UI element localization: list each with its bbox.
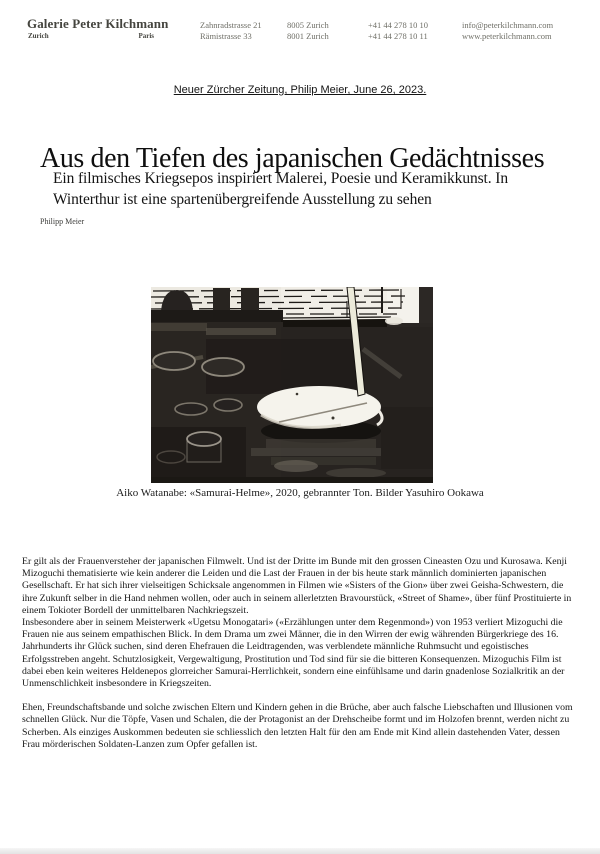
artwork-caption: Aiko Watanabe: «Samurai-Helme», 2020, gebrannter Ton. Bilder Yasuhiro Ookawa — [116, 487, 484, 499]
body-paragraph-1: Er gilt als der Frauenversteher der japanischen Filmwelt. Und ist der Dritte im Bunde mit den grossen Cineasten Ozu und Kurosawa. Kenji Mizoguchi thematisierte wie kein anderer die Leiden und die Last der Frauen in der bis heute stark männlich dominierten japanischen Gesellschaft. Er hat sich ihrer vielseitigen Schicksale angenommen in Filmen wie «Sisters of the Gion» über zwei Geisha-Schwestern, die ihre Zukunft selber in die Hand nehmen wollen, oder auch in seinem allerletzten Bravourstück, «Street of Shame», über fünf Prostituierte in einem Tokioter Bordell der unmittelbaren Nachkriegszeit. — [22, 556, 572, 616]
email-link[interactable]: info@peterkilchmann.com — [462, 20, 554, 30]
article-subtitle: Ein filmisches Kriegsepos inspiriert Malerei, Poesie und Keramikkunst. In Winterthur ist eine spartenübergreifende Ausstellung zu sehen — [53, 170, 509, 208]
header-phone — [368, 20, 428, 41]
gallery-name: Galerie Peter Kilchmann — [27, 16, 169, 31]
page-bottom-edge — [0, 848, 600, 854]
article-byline: Philipp Meier — [40, 217, 85, 226]
street-line-1: Zahnradstrasse 21 — [200, 20, 262, 30]
gallery-cities — [28, 32, 154, 40]
press-source-line — [0, 84, 600, 96]
body-paragraph-3: Ehen, Freundschaftsbande und solche zwischen Eltern und Kindern gehen in die Brüche, aber auch falsche Liebschaften und Illusionen vom schnellen Glück. Nur die Töpfe, Vasen und Schalen, die der Protagonist an der Drehscheibe formt und im Holzofen brennt, werden nicht zu Scherben. Als einziges Auskommen bedeuten sie schliesslich den letzten Halt für den am Ende mit Kind allein dastehenden Vater, dessen Frau mörderischen Soldaten-Lanzen zum Opfer gefallen ist. — [22, 702, 573, 750]
phone-line-2: +41 44 278 10 11 — [368, 30, 428, 41]
header-address-zip — [287, 20, 329, 41]
artwork-painting-svg — [151, 287, 433, 483]
zip-line-2: 8001 Zurich — [287, 30, 329, 41]
header-address-street — [200, 20, 262, 41]
press-source-link[interactable]: Neuer Zürcher Zeitung, Philip Meier, June 26, 2023. — [173, 84, 427, 96]
article-title: Aus den Tiefen des japanischen Gedächtnisses — [40, 142, 545, 174]
gallery-city-zurich: Zurich — [28, 32, 49, 40]
street-line-2: Rämistrasse 33 — [200, 30, 252, 41]
website-link[interactable]: www.peterkilchmann.com — [462, 30, 552, 41]
article-body — [22, 556, 579, 751]
artwork-image — [151, 287, 433, 483]
gallery-city-paris: Paris — [138, 32, 154, 40]
zip-line-1: 8005 Zurich — [287, 20, 329, 30]
body-paragraph-2: Insbesondere aber in seinem Meisterwerk «Ugetsu Monogatari» («Erzählungen unter dem Regenmond») von 1953 verliert Mizoguchi die Frauen nie aus seinem empathischen Blick. In dem Drama um zwei Männer, die in den Wirren der ewig währenden Bürgerkriege des 16. Jahrhunderts ihr Glück suchen, sind deren Ehefrauen die Leidtragenden, was verblendete männliche Ruhmsucht und egoistisches Erfolgsstreben angeht. Schutzlosigkeit, Vergewaltigung, Prostitution und Tod sind für sie die bitteren Konsequenzen. Mizoguchis Film ist dabei eben kein weiteres Heldenepos glorreicher Samurai-Herrlichkeit, sondern eine einfühlsame und darin gnadenlose Sozialkritik an der Unmenschlichkeit insbesondere in Kriegszeiten. — [22, 617, 565, 690]
phone-line-1: +41 44 278 10 10 — [368, 20, 429, 30]
header-web — [462, 20, 553, 41]
